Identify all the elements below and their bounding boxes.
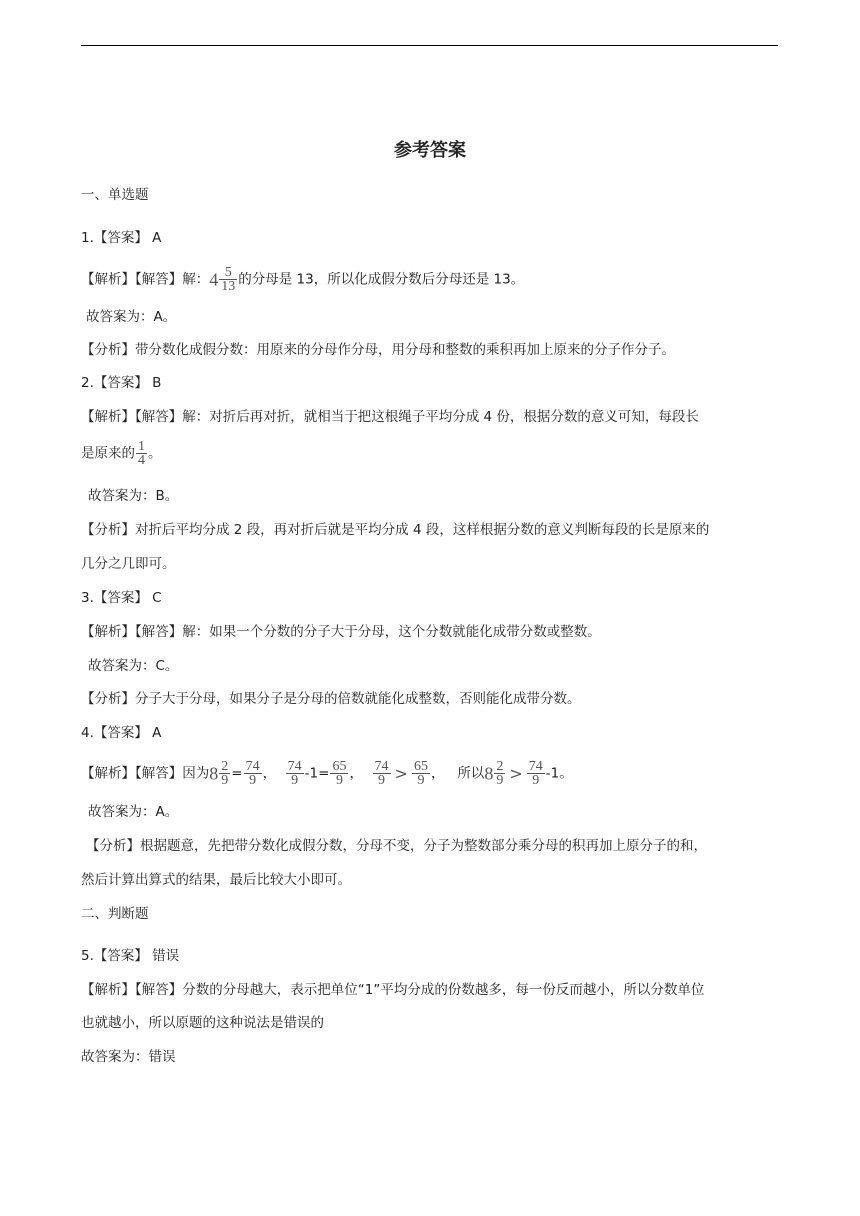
q4-mixed-fraction-b: $\frac{2}{9}$ <box>496 759 504 788</box>
q4-fraction-65-9-b: $\frac{65}{9}$ <box>413 759 428 788</box>
section-heading-single-choice: 一、单选题 <box>81 187 149 203</box>
q4-analysis-line2: 然后计算出算式的结果，最后比较大小即可。 <box>81 872 351 888</box>
q4-fraction-74-9-c: $\frac{74}{9}$ <box>374 759 389 788</box>
q2-fraction: $\frac{1}{4}$ <box>138 439 145 468</box>
page-title: 参考答案 <box>394 140 466 161</box>
q2-analysis-line2: 几分之几即可。 <box>81 556 176 572</box>
q4-mixed-fraction: $\frac{2}{9}$ <box>221 759 229 788</box>
q1-mixed-fraction: $\frac{5}{13}$ <box>221 265 236 294</box>
q3-explanation: 【解析】【解答】解：如果一个分数的分子大于分母，这个分数就能化成带分数或整数。 <box>81 624 601 640</box>
q3-answer: 3.【答案】 C <box>81 590 162 606</box>
q2-answer: 2.【答案】 B <box>81 375 162 391</box>
q4-fraction-74-9-d: $\frac{74}{9}$ <box>528 759 543 788</box>
q4-fraction-74-9: $\frac{74}{9}$ <box>245 759 260 788</box>
q1-answer: 1.【答案】 A <box>81 230 162 246</box>
q2-explanation-line1: 【解析】【解答】解：对折后再对折，就相当于把这根绳子平均分成 4 份，根据分数的意义可知，每段长 <box>81 409 699 425</box>
q4-explanation: 【解析】【解答】因为8 $\frac{2}{9}$ = $\frac{74}{9}$ ， $\frac{74}{9}$ -1= $\frac{65}{9}$ ， $\frac{74}{9}$ > $\frac{65}{9}$ ， 所以8 $\frac{2}{9}$ > $\frac{74}{9}$ -1。 <box>81 759 573 788</box>
q2-conclusion: 故答案为：B。 <box>88 488 179 504</box>
q5-conclusion: 故答案为：错误 <box>81 1049 176 1065</box>
q3-analysis: 【分析】分子大于分母，如果分子是分母的倍数就能化成整数，否则能化成带分数。 <box>81 691 581 707</box>
q4-answer: 4.【答案】 A <box>81 725 162 741</box>
q3-conclusion: 故答案为：C。 <box>88 658 179 674</box>
q5-explanation-line2: 也就越小，所以原题的这种说法是错误的 <box>81 1015 324 1031</box>
header-rule <box>81 45 778 46</box>
q1-explanation: 【解析】【解答】解：4 $\frac{5}{13}$ 的分母是 13，所以化成假分数后分母还是 13。 <box>81 265 525 294</box>
q5-answer: 5.【答案】 错误 <box>81 948 180 964</box>
q4-fraction-65-9: $\frac{65}{9}$ <box>332 759 347 788</box>
q2-explanation-line2: 是原来的 $\frac{1}{4}$ 。 <box>81 439 162 468</box>
q4-conclusion: 故答案为：A。 <box>88 804 179 820</box>
section-heading-judgement: 二、判断题 <box>81 906 149 922</box>
q1-mixed-whole: 4 <box>209 269 219 290</box>
q1-conclusion: 故答案为：A。 <box>86 309 177 325</box>
q5-explanation-line1: 【解析】【解答】分数的分母越大，表示把单位“1”平均分成的份数越多，每一份反而越小，所以分数单位 <box>81 982 705 998</box>
q4-fraction-74-9-b: $\frac{74}{9}$ <box>287 759 302 788</box>
q4-analysis-line1: 【分析】根据题意，先把带分数化成假分数，分母不变，分子为整数部分乘分母的积再加上原分子的和， <box>86 838 707 854</box>
q2-analysis-line1: 【分析】对折后平均分成 2 段，再对折后就是平均分成 4 段，这样根据分数的意义判断每段的长是原来的 <box>81 522 710 538</box>
q1-analysis: 【分析】带分数化成假分数：用原来的分母作分母，用分母和整数的乘积再加上原来的分子作分子。 <box>81 342 675 358</box>
